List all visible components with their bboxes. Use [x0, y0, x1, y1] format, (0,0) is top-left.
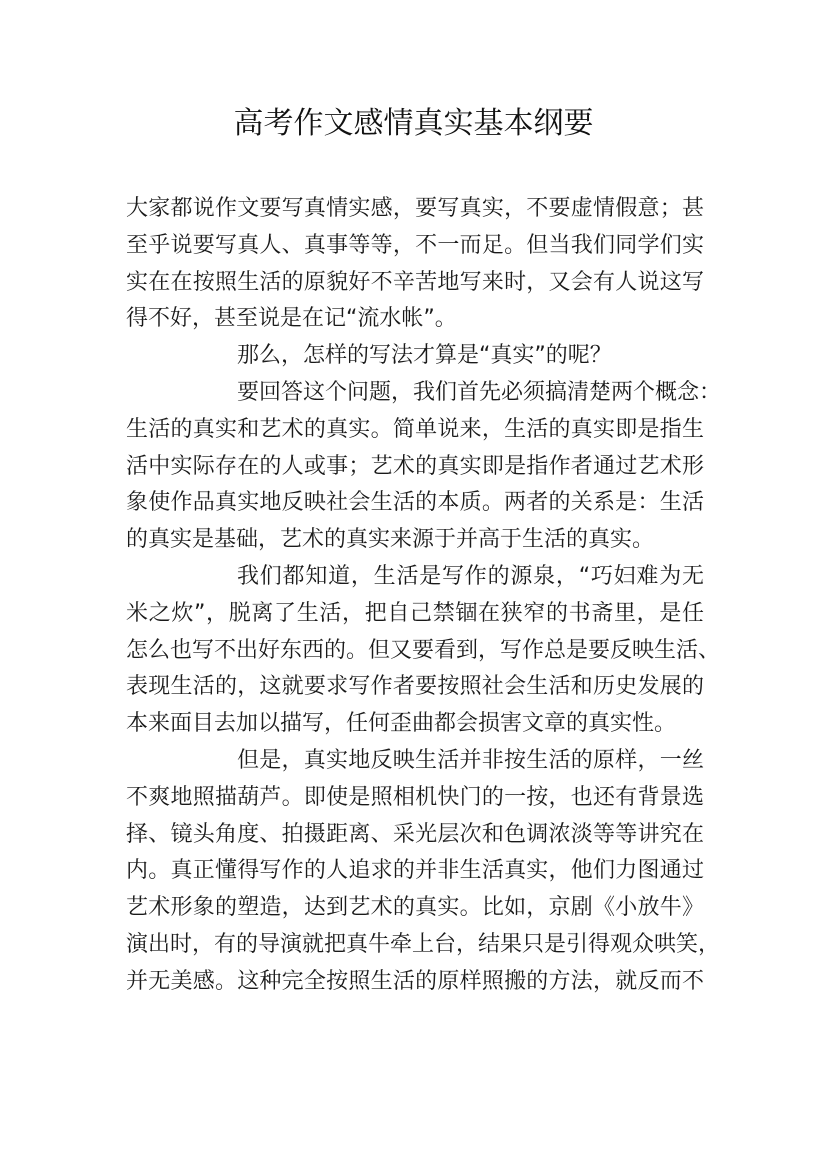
text-line: 得不好，甚至说是在记“流水帐”。 — [126, 306, 457, 332]
text-line: 并无美感。这种完全按照生活的原样照搬的方法，就反而不 — [126, 968, 704, 994]
text-line: 要回答这个问题，我们首先必须搞清楚两个概念： — [237, 379, 722, 405]
text-line: 本来面目去加以描写，任何歪曲都会损害文章的真实性。 — [126, 711, 677, 737]
text-line: 那么，怎样的写法才算是“真实”的呢？ — [237, 343, 612, 369]
document-body — [126, 191, 722, 1001]
text-line: 内。真正懂得写作的人追求的并非生活真实，他们力图通过 — [126, 858, 704, 884]
text-line: 表现生活的，这就要求写作者要按照社会生活和历史发展的 — [126, 674, 704, 700]
text-line: 择、镜头角度、拍摄距离、采光层次和色调浓淡等等讲究在 — [126, 821, 704, 847]
text-line: 至乎说要写真人、真事等等，不一而足。但当我们同学们实 — [126, 232, 704, 258]
text-line: 艺术形象的塑造，达到艺术的真实。比如，京剧《小放牛》 — [126, 895, 704, 921]
text-line: 演出时，有的导演就把真牛牵上台，结果只是引得观众哄笑， — [126, 931, 721, 957]
text-line: 米之炊”，脱离了生活，把自己禁锢在狭窄的书斋里，是任 — [126, 600, 704, 626]
text-line: 生活的真实和艺术的真实。简单说来，生活的真实即是指生 — [126, 416, 704, 442]
text-line: 但是，真实地反映生活并非按生活的原样，一丝 — [237, 747, 704, 773]
text-line: 我们都知道，生活是写作的源泉，“巧妇难为无 — [237, 563, 704, 589]
text-line: 的真实是基础，艺术的真实来源于并高于生活的真实。 — [126, 527, 655, 553]
text-line: 不爽地照描葫芦。即使是照相机快门的一按，也还有背景选 — [126, 784, 704, 810]
text-line: 象使作品真实地反映社会生活的本质。两者的关系是：生活 — [126, 490, 704, 516]
text-line: 大家都说作文要写真情实感，要写真实，不要虚情假意；甚 — [126, 196, 704, 221]
text-line: 活中实际存在的人或事；艺术的真实即是指作者通过艺术形 — [126, 453, 704, 479]
text-line: 怎么也写不出好东西的。但又要看到，写作总是要反映生活、 — [126, 637, 721, 663]
document-title: 高考作文感情真实基本纲要 — [233, 106, 594, 141]
text-line: 实在在按照生活的原貌好不辛苦地写来时，又会有人说这写 — [126, 269, 704, 295]
